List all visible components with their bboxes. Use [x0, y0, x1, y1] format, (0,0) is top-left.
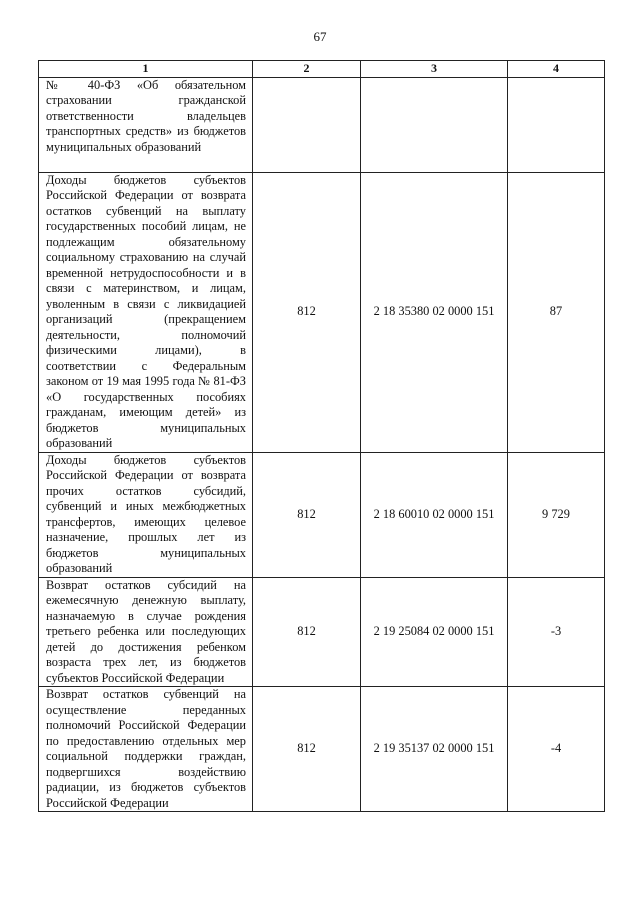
row-description: Доходы бюджетов субъектов Российской Федерации от возврата прочих остатков субсидий, субвенций и иных межбюджетных трансфертов, имеющих целевое назначение, прошлых лет из бюджетов муниципальных образований: [39, 452, 253, 577]
row-admin-code: 812: [253, 452, 361, 577]
row-amount: [508, 77, 605, 172]
table-row: [39, 452, 605, 577]
header-col-2: 2: [253, 61, 361, 78]
header-col-1: 1: [39, 61, 253, 78]
row-description: Доходы бюджетов субъектов Российской Федерации от возврата остатков субвенций на выплату государственных пособий лицам, не подлежащим обязательному социальному страхованию на случай временной нетрудоспособности и в связи с материнством, и лицам, уволенным в связи с ликвидацией организаций (прекращением деятельности, полномочий физическими лицами), в соответствии с Федеральным законом от 19 мая 1995 года № 81-ФЗ «О государственных пособиях гражданам, имеющим детей» из бюджетов муниципальных образований: [39, 172, 253, 452]
table-row: [39, 172, 605, 452]
table-row: [39, 577, 605, 687]
table-row: [39, 687, 605, 812]
row-admin-code: 812: [253, 687, 361, 812]
row-admin-code: 812: [253, 172, 361, 452]
row-budget-code: 2 18 35380 02 0000 151: [361, 172, 508, 452]
row-budget-code: 2 19 35137 02 0000 151: [361, 687, 508, 812]
row-description: Возврат остатков субвенций на осуществление переданных полномочий Российской Федерации по предоставлению отдельных мер социальной поддержки граждан, подвергшихся воздействию радиации, из бюджетов субъектов Российской Федерации: [39, 687, 253, 812]
row-budget-code: [361, 77, 508, 172]
row-budget-code: 2 19 25084 02 0000 151: [361, 577, 508, 687]
row-admin-code: [253, 77, 361, 172]
row-admin-code: 812: [253, 577, 361, 687]
row-amount: 87: [508, 172, 605, 452]
row-amount: 9 729: [508, 452, 605, 577]
row-budget-code: 2 18 60010 02 0000 151: [361, 452, 508, 577]
table-body: [39, 77, 605, 812]
header-col-4: 4: [508, 61, 605, 78]
row-description: № 40-ФЗ «Об обязательном страховании гражданской ответственности владельцев транспортных средств» из бюджетов муниципальных образований: [39, 77, 253, 172]
row-amount: -4: [508, 687, 605, 812]
row-description: Возврат остатков субсидий на ежемесячную денежную выплату, назначаемую в случае рождения третьего ребенка или последующих детей до достижения ребенком возраста трех лет, из бюджетов субъектов Российской Федерации: [39, 577, 253, 687]
page-number: 67: [313, 29, 327, 44]
row-amount: -3: [508, 577, 605, 687]
table-header: [39, 61, 605, 78]
table-row: [39, 77, 605, 172]
header-col-3: 3: [361, 61, 508, 78]
header-row: [39, 61, 605, 78]
budget-revenue-table: [38, 60, 605, 812]
